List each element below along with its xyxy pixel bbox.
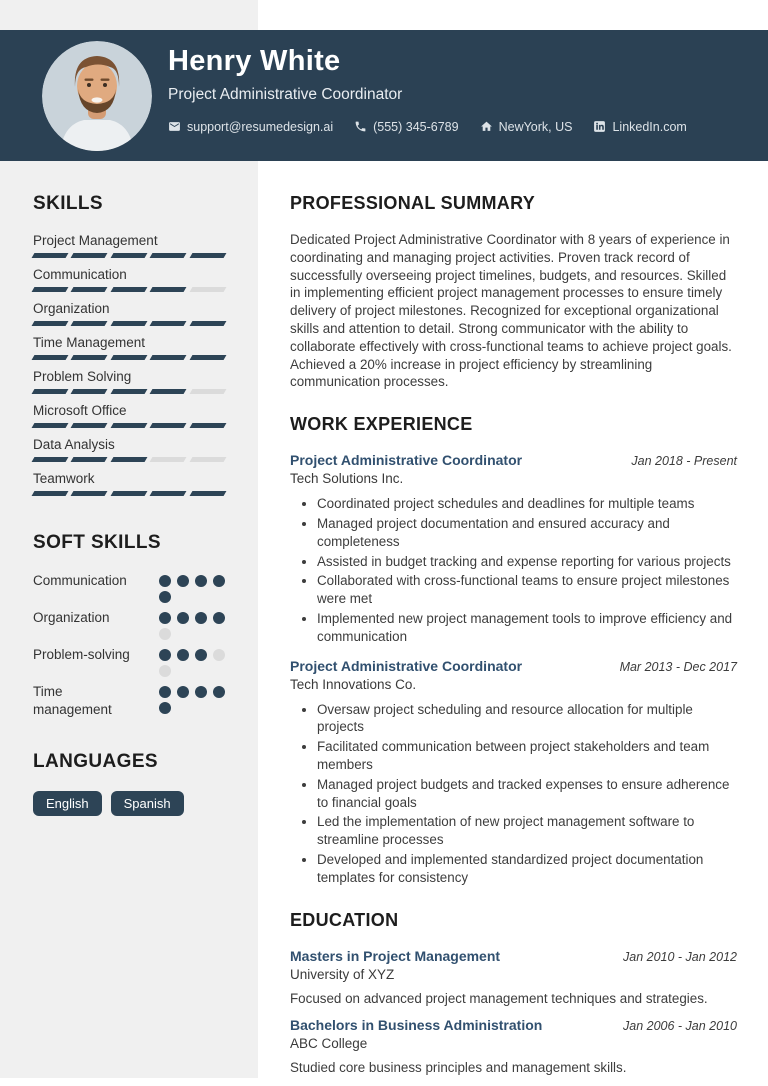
skill-bar-segment xyxy=(150,253,187,258)
job-company: Tech Innovations Co. xyxy=(290,676,417,692)
skill-label: Microsoft Office xyxy=(33,403,127,418)
soft-skill-label: Time management xyxy=(33,684,112,717)
soft-skill-label: Communication xyxy=(33,573,127,588)
degree-description: Studied core business principles and management skills. xyxy=(290,1059,627,1075)
skill-label: Data Analysis xyxy=(33,437,115,452)
skill-bar-segment xyxy=(150,287,187,292)
soft-skills-list xyxy=(33,572,225,719)
skill-bar-segment xyxy=(110,287,147,292)
job-entry xyxy=(290,658,737,887)
rating-dot xyxy=(213,575,225,587)
skill-bar-segment xyxy=(32,491,69,496)
skill-bar-segment xyxy=(189,321,226,326)
skill-bar-segment xyxy=(110,355,147,360)
skill-bar xyxy=(33,253,225,258)
school-name: University of XYZ xyxy=(290,966,395,982)
soft-skill-dots xyxy=(159,683,225,719)
bullet-item: • Managed project budgets and tracked expenses to ensure adherence to financial goals xyxy=(317,776,737,812)
education-entry xyxy=(290,1017,737,1075)
skill-item xyxy=(33,369,225,394)
job-title: Project Administrative Coordinator xyxy=(290,452,523,469)
soft-skill-label: Organization xyxy=(33,610,110,625)
contact-phone[interactable] xyxy=(354,120,458,134)
soft-skill-item xyxy=(33,646,225,677)
summary-heading: PROFESSIONAL SUMMARY xyxy=(290,193,536,213)
skill-item xyxy=(33,437,225,462)
phone-icon xyxy=(354,120,367,133)
skill-bar xyxy=(33,457,225,462)
summary-section xyxy=(290,193,737,391)
skill-bar-segment xyxy=(150,355,187,360)
skill-bar-segment xyxy=(71,389,108,394)
skill-item xyxy=(33,471,225,496)
sidebar xyxy=(33,193,225,816)
rating-dot xyxy=(159,702,171,714)
rating-dot xyxy=(195,649,207,661)
rating-dot xyxy=(159,649,171,661)
skill-bar-segment xyxy=(32,389,69,394)
candidate-title: Project Administrative Coordinator xyxy=(168,85,403,103)
skill-bar-segment xyxy=(32,321,69,326)
languages-heading: LANGUAGES xyxy=(33,751,158,772)
skill-item xyxy=(33,403,225,428)
experience-section xyxy=(290,414,737,886)
skill-bar-segment xyxy=(110,491,147,496)
skill-item xyxy=(33,267,225,292)
contact-linkedin-text: LinkedIn.com xyxy=(612,119,687,134)
rating-dot xyxy=(159,665,171,677)
rating-dot xyxy=(159,686,171,698)
skill-bar-segment xyxy=(150,491,187,496)
bullet-item: • Led the implementation of new project management software to streamline processes xyxy=(317,813,737,849)
candidate-name: Henry White xyxy=(168,45,341,77)
school-name: ABC College xyxy=(290,1035,368,1051)
skill-bar-segment xyxy=(32,457,69,462)
job-dates: Jan 2018 - Present xyxy=(631,454,737,469)
contact-row xyxy=(168,120,687,134)
degree-title: Bachelors in Business Administration xyxy=(290,1016,543,1033)
education-entry xyxy=(290,948,737,1006)
degree-description: Focused on advanced project management techniques and strategies. xyxy=(290,990,708,1006)
soft-skill-dots xyxy=(159,572,225,603)
bullet-item: • Managed project documentation and ensured accuracy and completeness xyxy=(317,515,737,551)
skill-item xyxy=(33,233,225,258)
skill-bar xyxy=(33,355,225,360)
rating-dot xyxy=(159,591,171,603)
soft-skills-section xyxy=(33,532,225,719)
rating-dot xyxy=(177,686,189,698)
rating-dot xyxy=(159,575,171,587)
skill-bar-segment xyxy=(189,423,226,428)
skill-bar-segment xyxy=(32,423,69,428)
bullet-item: • Coordinated project schedules and deadlines for multiple teams xyxy=(317,495,737,513)
skill-label: Organization xyxy=(33,301,110,316)
rating-dot xyxy=(159,612,171,624)
skill-bar-segment xyxy=(110,321,147,326)
skill-bar xyxy=(33,423,225,428)
skill-label: Time Management xyxy=(33,335,146,350)
skill-bar-segment xyxy=(71,287,108,292)
skill-bar-segment xyxy=(71,457,108,462)
linkedin-icon xyxy=(593,120,606,133)
bullet-item: • Assisted in budget tracking and expense reporting for various projects xyxy=(317,553,737,571)
skill-bar-segment xyxy=(150,321,187,326)
skill-item xyxy=(33,301,225,326)
skill-bar-segment xyxy=(150,423,187,428)
bullet-item: • Implemented new project management tools to improve efficiency and communication xyxy=(317,610,737,646)
skill-bar-segment xyxy=(110,457,147,462)
degree-title: Masters in Project Management xyxy=(290,947,501,964)
skill-bar xyxy=(33,389,225,394)
soft-skill-item xyxy=(33,683,225,719)
contact-email-text: support@resumedesign.ai xyxy=(187,119,334,134)
contact-linkedin[interactable] xyxy=(593,120,686,134)
skill-label: Communication xyxy=(33,267,127,282)
degree-dates: Jan 2010 - Jan 2012 xyxy=(623,949,737,964)
skill-bar-segment xyxy=(110,423,147,428)
resume-header xyxy=(0,30,768,161)
skill-label: Project Management xyxy=(33,233,158,248)
skill-bar-segment xyxy=(110,253,147,258)
rating-dot xyxy=(159,628,171,640)
contact-location[interactable] xyxy=(480,120,573,134)
skill-bar-segment xyxy=(189,457,226,462)
soft-skills-heading: SOFT SKILLS xyxy=(33,532,161,553)
bullet-item: • Developed and implemented standardized project documentation templates for consistency xyxy=(317,851,737,887)
skill-bar xyxy=(33,321,225,326)
profile-photo xyxy=(42,41,152,151)
soft-skill-item xyxy=(33,572,225,603)
bullet-item: • Facilitated communication between project stakeholders and team members xyxy=(317,738,737,774)
rating-dot xyxy=(177,612,189,624)
skill-bar-segment xyxy=(189,287,226,292)
skill-bar-segment xyxy=(189,491,226,496)
degree-dates: Jan 2006 - Jan 2010 xyxy=(623,1018,737,1033)
skill-bar-segment xyxy=(189,355,226,360)
contact-phone-text: (555) 345-6789 xyxy=(373,119,459,134)
education-heading: EDUCATION xyxy=(290,909,399,930)
summary-text: Dedicated Project Administrative Coordinator with 8 years of experience in coordinating and managing project activities. Proven track record of successfully overseeing project timelines, budgets, and resources. Skilled in implementing efficient project management processes to ensure timely delivery of project milestones. Recognized for exceptional organizational skills and attention to detail. Strong communicator with the ability to collaborate effectively with cross-functional teams to achieve project goals. Achieved a 20% increase in project efficiency by streamlining communication processes. xyxy=(290,232,732,390)
skill-item xyxy=(33,335,225,360)
skill-bar-segment xyxy=(150,457,187,462)
home-icon xyxy=(480,120,493,133)
languages-section xyxy=(33,751,225,816)
skill-bar-segment xyxy=(32,287,69,292)
education-section xyxy=(290,910,737,1075)
skill-bar-segment xyxy=(71,321,108,326)
contact-email[interactable] xyxy=(168,120,333,134)
rating-dot xyxy=(195,612,207,624)
language-badge: English xyxy=(33,791,102,816)
skills-list xyxy=(33,233,225,496)
skill-bar-segment xyxy=(71,355,108,360)
skill-bar-segment xyxy=(71,491,108,496)
languages-list xyxy=(33,791,225,816)
experience-heading: WORK EXPERIENCE xyxy=(290,414,473,435)
skill-label: Teamwork xyxy=(33,471,95,486)
avatar xyxy=(42,41,152,151)
skill-bar-segment xyxy=(189,389,226,394)
job-bullets xyxy=(290,701,737,887)
skill-bar-segment xyxy=(110,389,147,394)
rating-dot xyxy=(213,686,225,698)
bullet-item: • Oversaw project scheduling and resource allocation for multiple projects xyxy=(317,701,737,737)
rating-dot xyxy=(195,575,207,587)
skill-bar-segment xyxy=(71,423,108,428)
rating-dot xyxy=(177,649,189,661)
skill-bar xyxy=(33,287,225,292)
contact-location-text: NewYork, US xyxy=(498,119,573,134)
rating-dot xyxy=(213,649,225,661)
main-column xyxy=(290,193,737,1086)
job-bullets xyxy=(290,495,737,645)
job-entry xyxy=(290,452,737,645)
skill-label: Problem Solving xyxy=(33,369,132,384)
rating-dot xyxy=(177,575,189,587)
soft-skill-dots xyxy=(159,646,225,677)
job-title: Project Administrative Coordinator xyxy=(290,657,523,674)
skill-bar-segment xyxy=(189,253,226,258)
language-badge: Spanish xyxy=(111,791,184,816)
rating-dot xyxy=(213,612,225,624)
skill-bar-segment xyxy=(150,389,187,394)
skill-bar xyxy=(33,491,225,496)
rating-dot xyxy=(195,686,207,698)
job-company: Tech Solutions Inc. xyxy=(290,471,404,487)
soft-skill-item xyxy=(33,609,225,640)
skill-bar-segment xyxy=(71,253,108,258)
skill-bar-segment xyxy=(32,253,69,258)
skills-section xyxy=(33,193,225,496)
skills-heading: SKILLS xyxy=(33,193,103,214)
bullet-item: • Collaborated with cross-functional teams to ensure project milestones were met xyxy=(317,572,737,608)
email-icon xyxy=(168,120,181,133)
soft-skill-dots xyxy=(159,609,225,640)
skill-bar-segment xyxy=(32,355,69,360)
job-dates: Mar 2013 - Dec 2017 xyxy=(619,659,737,674)
soft-skill-label: Problem-solving xyxy=(33,647,130,662)
